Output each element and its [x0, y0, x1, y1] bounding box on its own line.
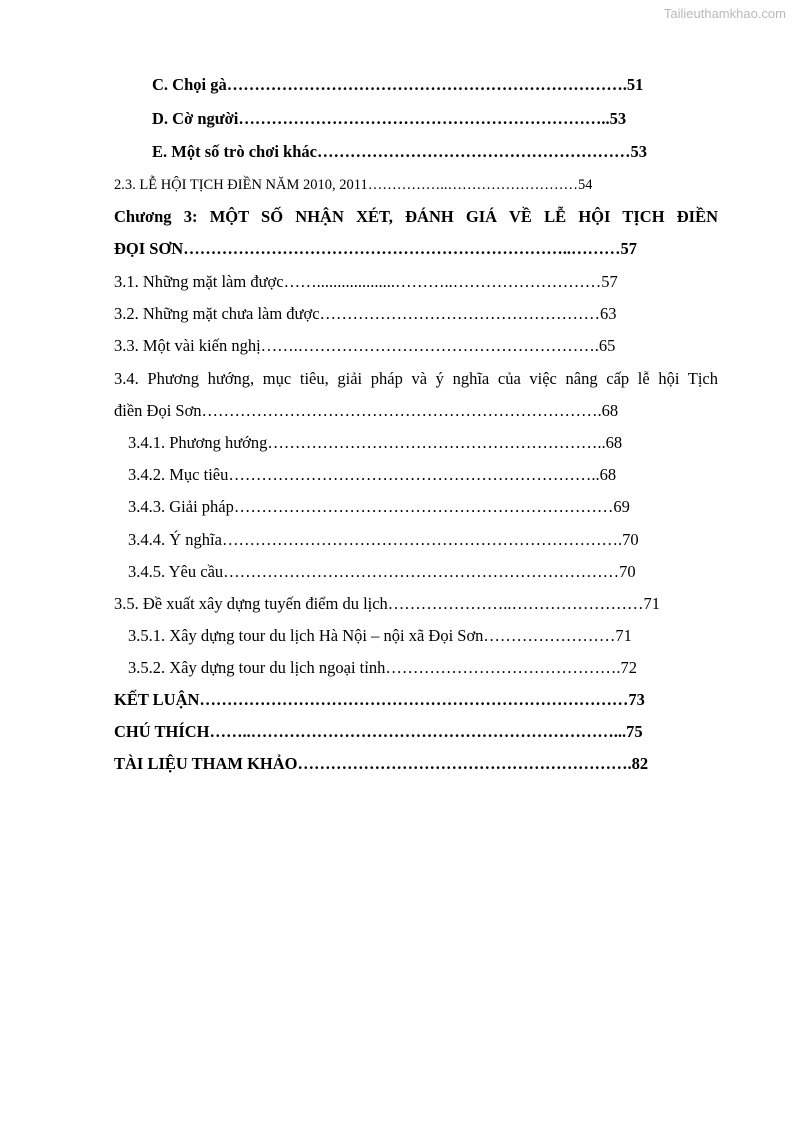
- toc-entry-3-4-1[interactable]: 3.4.1. Phương hướng……………………………………………………..68: [128, 433, 623, 452]
- toc-entry-d-co-nguoi[interactable]: D. Cờ người…………………………………………………………..53: [152, 109, 627, 128]
- toc-entry-3-4-3[interactable]: 3.4.3. Giải pháp……………………………………………………………69: [128, 497, 630, 516]
- toc-entry-2-3[interactable]: 2.3. LỄ HỘI TỊCH ĐIỀN NĂM 2010, 2011……………..………………………54: [114, 177, 593, 193]
- toc-entry-3-5-1[interactable]: 3.5.1. Xây dựng tour du lịch Hà Nội – nội xã Đọi Sơn……………………71: [128, 626, 632, 645]
- toc-entry-e-tro-choi-khac[interactable]: E. Một số trò chơi khác…………………………………………………53: [152, 142, 647, 161]
- toc-entry-3-4-line1[interactable]: 3.4. Phương hướng, mục tiêu, giải pháp và ý nghĩa của việc nâng cấp lễ hội Tịch: [114, 369, 718, 388]
- watermark: Tailieuthamkhao.com: [663, 6, 786, 21]
- toc-chapter-3-line2[interactable]: ĐỌI SƠN……………………………………………………………..………57: [114, 239, 637, 258]
- toc-entry-3-5[interactable]: 3.5. Đề xuất xây dựng tuyến điểm du lịch…………………..……………………71: [114, 594, 661, 613]
- toc-entry-c-choi-ga[interactable]: C. Chọi gà……………………………………………………………….51: [152, 75, 644, 94]
- toc-entry-3-5-2[interactable]: 3.5.2. Xây dựng tour du lịch ngoại tỉnh…………………………………….72: [128, 658, 637, 677]
- toc-entry-3-4-4[interactable]: 3.4.4. Ý nghĩa……………………………………………………………….70: [128, 530, 639, 549]
- toc-chapter-3-line1[interactable]: Chương 3: MỘT SỐ NHẬN XÉT, ĐÁNH GIÁ VỀ LỄ HỘI TỊCH ĐIỀN: [114, 207, 718, 226]
- toc-entry-3-3[interactable]: 3.3. Một vài kiến nghị…….……………………………………………….65: [114, 336, 616, 355]
- toc-entry-3-4-2[interactable]: 3.4.2. Mục tiêu…………………………………………………………..68: [128, 465, 617, 484]
- toc-entry-tai-lieu-tham-khao[interactable]: TÀI LIỆU THAM KHẢO…………………………………………………….82: [114, 754, 649, 773]
- toc-entry-3-4-5[interactable]: 3.4.5. Yêu cầu………………………………………………………………70: [128, 562, 636, 581]
- toc-entry-ket-luan[interactable]: KẾT LUẬN……………………………………………………………………73: [114, 690, 645, 709]
- toc-entry-3-1[interactable]: 3.1. Những mặt làm được……...................………..………………………57: [114, 272, 618, 291]
- toc-entry-3-2[interactable]: 3.2. Những mặt chưa làm được……………………………………………63: [114, 304, 617, 323]
- toc-entry-chu-thich[interactable]: CHÚ THÍCH……..…………………………………………………………...75: [114, 722, 643, 741]
- toc-entry-3-4-line2[interactable]: điền Đọi Sơn……………………………………………………………….68: [114, 401, 619, 420]
